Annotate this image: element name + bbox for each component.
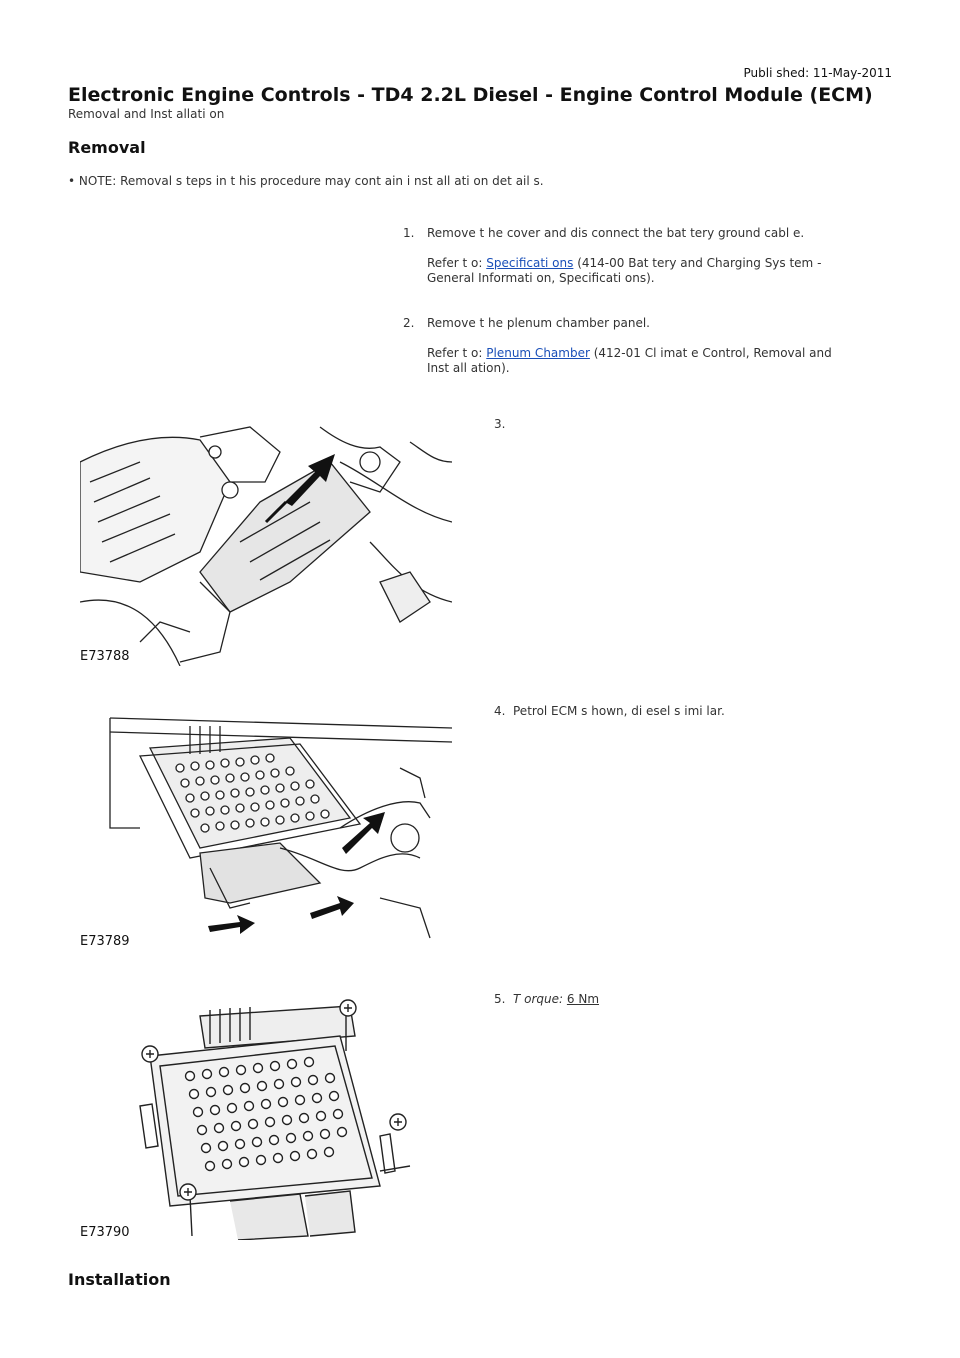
figure-e73790 <box>80 996 452 1240</box>
figure-label: E73788 <box>80 649 130 664</box>
page-title: Electronic Engine Controls - TD4 2.2L Diesel - Engine Control Module (ECM) <box>68 84 873 106</box>
step-2-reference <box>427 346 887 376</box>
ecm-connector-illustration <box>80 708 452 950</box>
step-1-ref-line2: General Informati on, Specificati ons). <box>427 271 655 285</box>
step-5-torque <box>513 992 893 1007</box>
figure-label: E73789 <box>80 934 130 949</box>
step-1-reference <box>427 256 887 286</box>
step-5-number: 5. <box>494 992 506 1006</box>
specifications-link[interactable]: Specificati ons <box>486 256 574 270</box>
step-2-ref-line2: Inst all ation). <box>427 361 510 375</box>
installation-heading: Installation <box>68 1270 171 1289</box>
published-date: Publi shed: 11-May-2011 <box>743 66 892 80</box>
step-4-text: Petrol ECM s hown, di esel s imi lar. <box>513 704 725 718</box>
step-1-ref-suffix: (414-00 Bat tery and Charging Sys tem - <box>573 256 822 270</box>
step-2-ref-suffix: (412-01 Cl imat e Control, Removal and <box>589 346 832 360</box>
plenum-chamber-link[interactable]: Plenum Chamber <box>486 346 590 360</box>
figure-label: E73790 <box>80 1225 130 1240</box>
engine-bay-illustration <box>80 422 452 666</box>
page-subtitle: Removal and Inst allati on <box>68 107 225 121</box>
removal-heading: Removal <box>68 138 146 157</box>
step-3-number: 3. <box>494 417 506 431</box>
step-2-ref-prefix: Refer t o: <box>427 346 487 360</box>
step-2-block <box>427 316 887 376</box>
step-1-number: 1. <box>403 226 415 240</box>
step-1-block <box>427 226 887 286</box>
torque-value: 6 Nm <box>566 992 600 1006</box>
step-1-ref-prefix: Refer t o: <box>427 256 487 270</box>
torque-label: T orque: <box>513 992 567 1006</box>
figure-e73788 <box>80 422 452 666</box>
ecm-module-illustration <box>80 996 452 1240</box>
step-4-number: 4. <box>494 704 506 718</box>
figure-e73789 <box>80 708 452 950</box>
step-1-text: Remove t he cover and dis connect the bat tery ground cabl e. <box>427 226 805 240</box>
removal-note: • NOTE: Removal s teps in t his procedure may cont ain i nst all ati on det ail s. <box>68 174 544 188</box>
step-2-number: 2. <box>403 316 415 330</box>
step-2-text: Remove t he plenum chamber panel. <box>427 316 650 330</box>
